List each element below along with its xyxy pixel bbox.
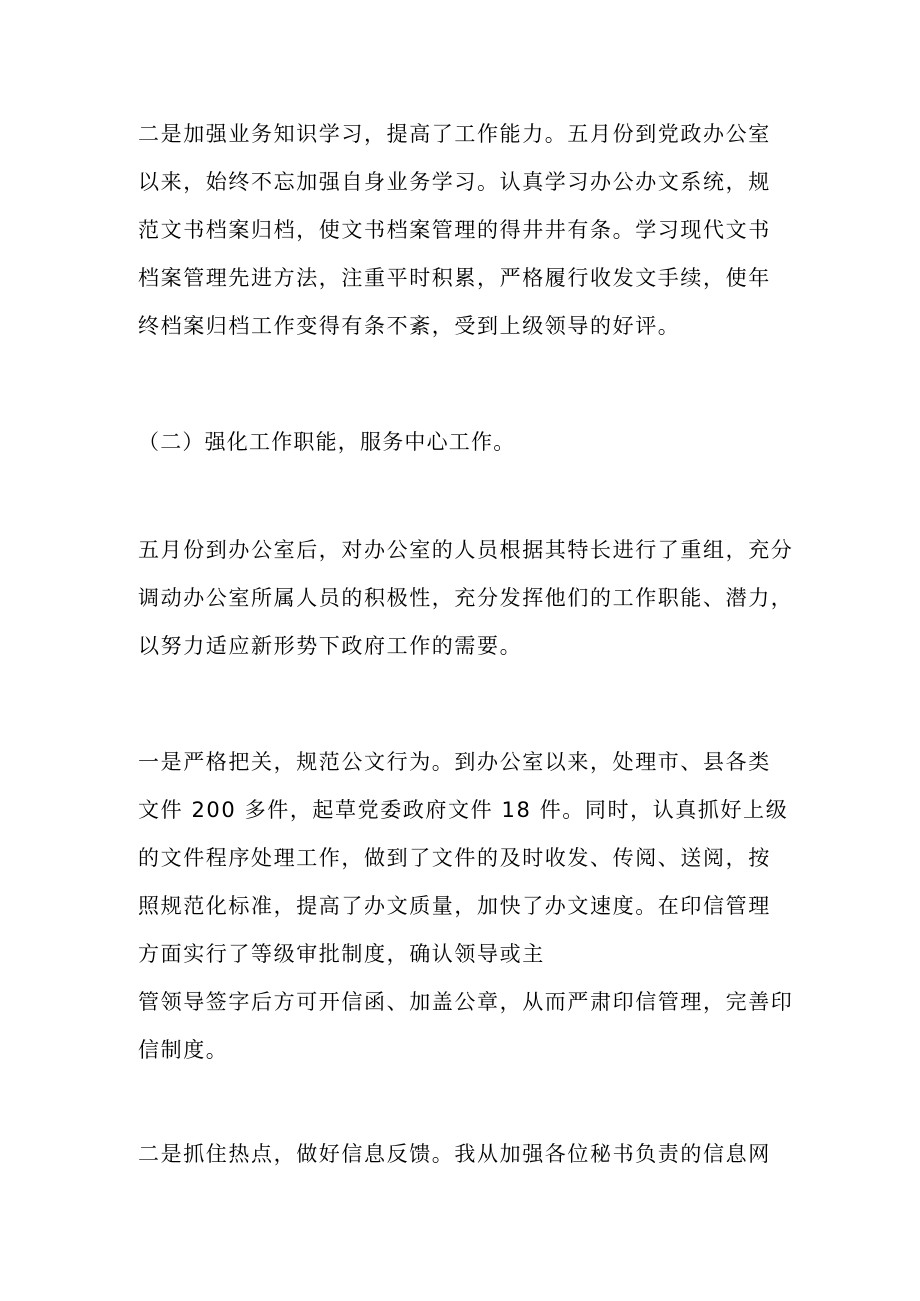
text-line: 一是严格把关，规范公文行为。到办公室以来，处理市、县各类 xyxy=(138,750,771,774)
text-line: 的文件程序处理工作，做到了文件的及时收发、传阅、送阅，按 xyxy=(138,846,771,870)
heading-line: （二）强化工作职能，服务中心工作。 xyxy=(138,430,516,454)
paragraph-information-feedback xyxy=(138,1130,798,1178)
text-line: 信制度。 xyxy=(138,1038,229,1062)
text-line: 档案管理先进方法，注重平时积累，严格履行收发文手续，使年 xyxy=(138,266,771,290)
text-line: 方面实行了等级审批制度，确认领导或主 xyxy=(138,942,545,966)
text-line: 照规范化标准，提高了办文质量，加快了办文速度。在印信管理 xyxy=(138,894,771,918)
paragraph-document-handling xyxy=(138,738,798,1074)
text-line: 调动办公室所属人员的积极性，充分发挥他们的工作职能、潜力， xyxy=(138,586,794,610)
text-line: 五月份到办公室后，对办公室的人员根据其特长进行了重组，充分 xyxy=(138,538,794,562)
text-line: 二是抓住热点，做好信息反馈。我从加强各位秘书负责的信息网 xyxy=(138,1142,771,1166)
text-line: 二是加强业务知识学习，提高了工作能力。五月份到党政办公室 xyxy=(138,122,771,146)
text-line: 范文书档案归档，使文书档案管理的得井井有条。学习现代文书 xyxy=(138,218,771,242)
text-line: 终档案归档工作变得有条不紊，受到上级领导的好评。 xyxy=(138,314,681,338)
section-heading xyxy=(138,418,798,466)
text-line: 以来，始终不忘加强自身业务学习。认真学习办公办文系统，规 xyxy=(138,170,771,194)
text-line: 以努力适应新形势下政府工作的需要。 xyxy=(138,634,523,658)
paragraph-business-study xyxy=(138,110,798,350)
paragraph-office-reorganization xyxy=(138,526,798,670)
text-line: 管领导签字后方可开信函、加盖公章，从而严肃印信管理，完善印 xyxy=(138,990,794,1014)
text-line: 文件 200 多件，起草党委政府文件 18 件。同时，认真抓好上级 xyxy=(138,798,789,822)
